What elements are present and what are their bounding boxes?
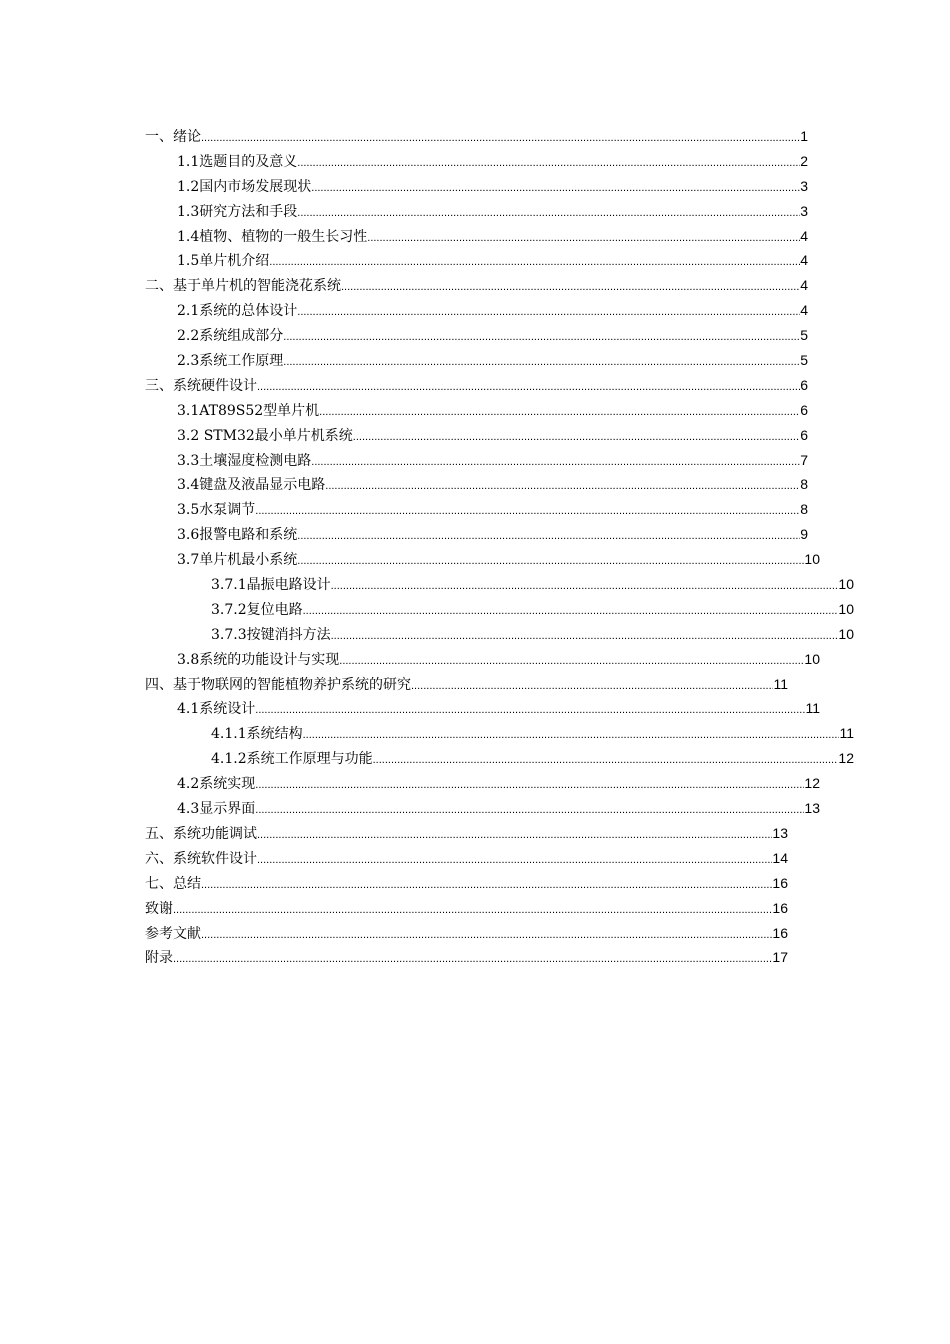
toc-dot-leader <box>297 549 804 574</box>
toc-dot-leader <box>257 375 800 400</box>
toc-entry[interactable] <box>145 597 854 622</box>
toc-entry-title: 三、系统硬件设计 <box>145 377 257 394</box>
toc-entry-title: 2.1系统的总体设计 <box>177 303 298 320</box>
table-of-contents <box>145 124 854 970</box>
toc-entry-page-number: 2 <box>800 152 808 169</box>
toc-entry-page-number: 6 <box>800 426 808 443</box>
toc-entry-title: 3.7.2复位电路 <box>211 601 303 618</box>
toc-dot-leader <box>331 624 839 649</box>
toc-entry[interactable] <box>145 945 788 970</box>
toc-entry-page-number: 3 <box>800 177 808 194</box>
toc-entry-page-number: 11 <box>839 725 854 742</box>
toc-entry[interactable] <box>145 224 808 249</box>
toc-entry-title: 一、绪论 <box>145 129 201 145</box>
toc-entry[interactable] <box>145 497 808 522</box>
toc-entry-title: 3.7.1晶振电路设计 <box>211 577 331 594</box>
toc-entry[interactable] <box>145 622 854 647</box>
toc-dot-leader <box>201 126 800 151</box>
toc-entry[interactable] <box>145 472 808 497</box>
toc-entry-page-number: 4 <box>800 277 808 294</box>
toc-entry-title: 1.4植物、植物的一般生长习性 <box>177 228 368 245</box>
toc-entry-page-number: 11 <box>805 700 820 717</box>
toc-entry[interactable] <box>145 871 788 896</box>
toc-entry-page-number: 9 <box>800 526 808 543</box>
toc-entry-page-number: 10 <box>838 625 854 642</box>
toc-entry-page-number: 6 <box>800 376 808 393</box>
toc-entry-title: 4.1.1系统结构 <box>211 726 303 743</box>
toc-entry[interactable] <box>145 149 808 174</box>
toc-entry-page-number: 12 <box>804 775 820 792</box>
toc-dot-leader <box>255 698 805 723</box>
toc-entry[interactable] <box>145 647 820 672</box>
toc-entry-page-number: 13 <box>804 800 820 817</box>
toc-dot-leader <box>341 275 800 300</box>
toc-entry[interactable] <box>145 696 820 721</box>
toc-entry[interactable] <box>145 721 854 746</box>
toc-entry-title: 1.1选题目的及意义 <box>177 153 298 170</box>
toc-dot-leader <box>411 674 773 699</box>
toc-entry-title: 2.3系统工作原理 <box>177 353 284 370</box>
toc-entry-title: 五、系统功能调试 <box>145 825 257 842</box>
toc-dot-leader <box>325 474 800 499</box>
toc-entry-title: 1.5单片机介绍 <box>177 253 270 270</box>
toc-dot-leader <box>311 176 800 201</box>
toc-entry-page-number: 10 <box>804 650 820 667</box>
toc-entry[interactable] <box>145 921 788 946</box>
toc-entry-page-number: 6 <box>800 401 808 418</box>
toc-entry[interactable] <box>145 398 808 423</box>
toc-entry[interactable] <box>145 448 808 473</box>
toc-entry-page-number: 16 <box>772 899 788 916</box>
toc-dot-leader <box>297 524 800 549</box>
toc-entry-title: 4.2系统实现 <box>177 776 256 793</box>
toc-entry-page-number: 1 <box>800 128 808 144</box>
toc-dot-leader <box>367 226 800 251</box>
toc-entry-page-number: 16 <box>772 924 788 941</box>
toc-entry-title: 1.3研究方法和手段 <box>177 203 298 220</box>
toc-dot-leader <box>173 898 772 923</box>
toc-dot-leader <box>255 798 804 823</box>
toc-entry-page-number: 14 <box>772 849 788 866</box>
toc-entry-title: 3.5水泵调节 <box>177 502 256 519</box>
toc-entry-title: 2.2系统组成部分 <box>177 328 284 345</box>
toc-dot-leader <box>311 450 800 475</box>
toc-entry[interactable] <box>145 298 808 323</box>
toc-entry-title: 1.2国内市场发展现状 <box>177 178 312 195</box>
toc-entry[interactable] <box>145 746 854 771</box>
toc-entry-title: 七、总结 <box>145 875 201 892</box>
toc-entry-title: 致谢 <box>145 900 173 917</box>
toc-entry[interactable] <box>145 821 788 846</box>
toc-dot-leader <box>269 250 800 275</box>
toc-entry-page-number: 10 <box>838 600 854 617</box>
toc-entry-title: 3.4键盘及液晶显示电路 <box>177 477 326 494</box>
toc-entry[interactable] <box>145 323 808 348</box>
toc-entry[interactable] <box>145 796 820 821</box>
toc-entry-page-number: 5 <box>800 327 808 344</box>
toc-dot-leader <box>331 574 839 599</box>
toc-entry-title: 4.1系统设计 <box>177 701 256 718</box>
toc-entry-page-number: 4 <box>800 227 808 244</box>
toc-entry-title: 六、系统软件设计 <box>145 850 257 867</box>
toc-dot-leader <box>297 300 800 325</box>
toc-entry-page-number: 12 <box>838 750 854 767</box>
toc-dot-leader <box>297 151 800 176</box>
toc-entry-page-number: 5 <box>800 352 808 369</box>
toc-entry-title: 3.7.3按键消抖方法 <box>211 626 331 643</box>
toc-dot-leader <box>201 923 772 948</box>
toc-dot-leader <box>255 773 804 798</box>
toc-entry-page-number: 10 <box>804 551 820 568</box>
toc-entry[interactable] <box>145 771 820 796</box>
toc-dot-leader <box>303 723 840 748</box>
toc-entry-title: 4.3显示界面 <box>177 801 256 818</box>
toc-dot-leader <box>297 201 800 226</box>
toc-dot-leader <box>303 599 839 624</box>
toc-entry[interactable] <box>145 199 808 224</box>
toc-entry[interactable] <box>145 672 788 697</box>
toc-entry-page-number: 11 <box>773 675 788 692</box>
toc-dot-leader <box>339 649 804 674</box>
toc-entry[interactable] <box>145 348 808 373</box>
toc-entry-page-number: 16 <box>772 874 788 891</box>
toc-dot-leader <box>255 499 800 524</box>
toc-dot-leader <box>283 325 800 350</box>
toc-entry[interactable] <box>145 547 820 572</box>
toc-entry-title: 附录 <box>145 950 173 967</box>
toc-dot-leader <box>257 823 772 848</box>
toc-entry-page-number: 10 <box>838 576 854 593</box>
toc-entry[interactable] <box>145 522 808 547</box>
toc-entry[interactable] <box>145 423 808 448</box>
toc-dot-leader <box>353 425 800 450</box>
toc-entry[interactable] <box>145 896 788 921</box>
toc-entry-page-number: 4 <box>800 302 808 319</box>
toc-entry[interactable] <box>145 572 854 597</box>
toc-dot-leader <box>173 947 772 972</box>
toc-entry[interactable] <box>145 373 808 398</box>
toc-entry-page-number: 13 <box>772 824 788 841</box>
toc-entry-title: 3.6报警电路和系统 <box>177 527 298 544</box>
toc-entry-title: 3.2 STM32最小单片机系统 <box>177 427 353 444</box>
toc-dot-leader <box>257 848 772 873</box>
toc-entry-title: 二、基于单片机的智能浇花系统 <box>145 278 341 295</box>
toc-entry[interactable] <box>145 124 808 149</box>
toc-entry[interactable] <box>145 248 808 273</box>
toc-entry-title: 参考文献 <box>145 925 201 942</box>
toc-entry-title: 4.1.2系统工作原理与功能 <box>211 751 373 768</box>
toc-entry-page-number: 8 <box>800 476 808 493</box>
toc-dot-leader <box>283 350 800 375</box>
toc-entry-page-number: 7 <box>800 451 808 468</box>
toc-entry-page-number: 17 <box>772 949 788 966</box>
toc-entry-title: 四、基于物联网的智能植物养护系统的研究 <box>145 676 411 693</box>
toc-dot-leader <box>373 748 839 773</box>
toc-dot-leader <box>201 873 772 898</box>
toc-entry-page-number: 4 <box>800 252 808 269</box>
toc-entry-page-number: 3 <box>800 202 808 219</box>
toc-entry[interactable] <box>145 846 788 871</box>
toc-entry[interactable] <box>145 273 808 298</box>
toc-entry[interactable] <box>145 174 808 199</box>
toc-entry-title: 3.7单片机最小系统 <box>177 552 298 569</box>
toc-entry-title: 3.3土壤湿度检测电路 <box>177 452 312 469</box>
toc-entry-page-number: 8 <box>800 501 808 518</box>
toc-entry-title: 3.8系统的功能设计与实现 <box>177 651 340 668</box>
toc-dot-leader <box>319 400 800 425</box>
toc-entry-title: 3.1AT89S52型单片机 <box>177 402 320 419</box>
